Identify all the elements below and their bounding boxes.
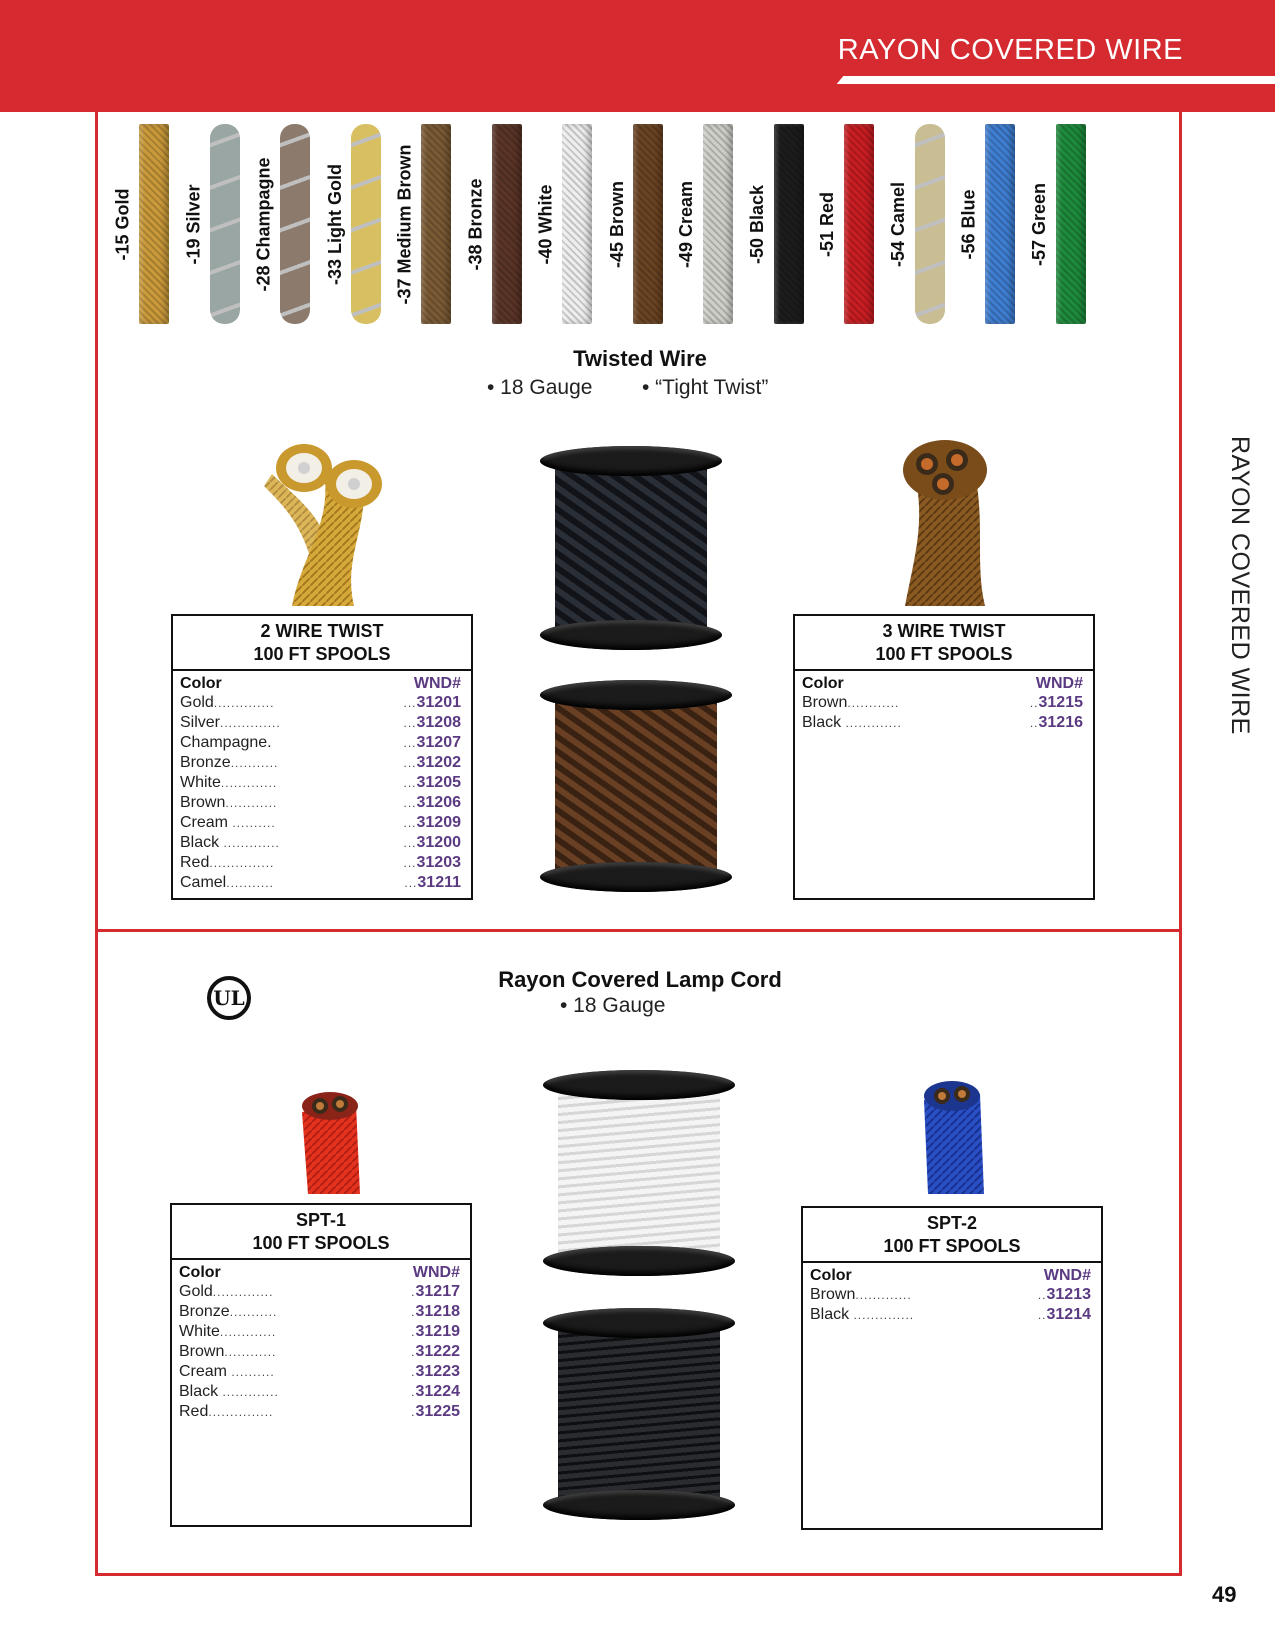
table-row bbox=[795, 693, 1093, 713]
row-color-cell bbox=[180, 693, 274, 713]
column-wnd: WND# bbox=[412, 1264, 460, 1281]
row-wnd-cell bbox=[403, 793, 461, 813]
row-wnd-cell bbox=[1030, 693, 1083, 713]
row-wnd-cell bbox=[403, 833, 461, 853]
row-color-name: Bronze bbox=[180, 754, 231, 771]
wire-color-swatch bbox=[492, 124, 522, 324]
wire-color-swatch bbox=[633, 124, 663, 324]
twisted-wire-title: Twisted Wire bbox=[573, 346, 707, 371]
row-wnd-number: 31208 bbox=[416, 714, 461, 731]
wire-color-swatch bbox=[774, 124, 804, 324]
two-wire-twist-table bbox=[171, 614, 473, 900]
row-leader-dots: ............ bbox=[847, 696, 900, 710]
spt1-column-headers bbox=[172, 1260, 470, 1282]
row-wnd-number: 31222 bbox=[415, 1343, 460, 1360]
row-color-cell bbox=[180, 873, 274, 893]
swatch-label-text: -28 Champagne bbox=[253, 156, 274, 292]
row-leader-dots: ............. bbox=[220, 776, 278, 790]
column-color: Color bbox=[802, 675, 844, 692]
row-leader-dots: ............. bbox=[219, 1325, 277, 1339]
row-wnd-leader: ... bbox=[403, 836, 417, 850]
row-color-cell bbox=[180, 733, 272, 753]
swatch-label-text: -57 Green bbox=[1029, 182, 1050, 266]
row-wnd-leader: . bbox=[411, 1325, 416, 1339]
swatch-label bbox=[746, 124, 770, 324]
row-wnd-cell bbox=[411, 1342, 460, 1362]
row-wnd-cell bbox=[403, 773, 461, 793]
wire-color-swatch bbox=[210, 124, 240, 324]
swatch-label-text: -40 White bbox=[535, 183, 556, 265]
row-color-name: Brown bbox=[180, 794, 226, 811]
row-wnd-cell bbox=[411, 1302, 460, 1322]
row-wnd-number: 31206 bbox=[416, 794, 461, 811]
row-wnd-cell bbox=[411, 1402, 460, 1422]
table-row bbox=[173, 853, 471, 873]
row-color-name: Brown bbox=[802, 694, 848, 711]
two-wire-twist-rows bbox=[173, 693, 471, 893]
row-color-name: Red bbox=[180, 854, 210, 871]
row-wnd-number: 31211 bbox=[417, 874, 461, 891]
spt2-table bbox=[801, 1206, 1103, 1530]
row-wnd-number: 31217 bbox=[415, 1283, 460, 1300]
spt2-spool-size: 100 FT SPOOLS bbox=[883, 1236, 1021, 1256]
row-color-name: Black bbox=[179, 1383, 219, 1400]
three-wire-twist-table bbox=[793, 614, 1095, 900]
row-color-name: Gold bbox=[180, 694, 214, 711]
row-wnd-leader: .. bbox=[1037, 1308, 1047, 1322]
table-row bbox=[173, 773, 471, 793]
row-wnd-number: 31215 bbox=[1038, 694, 1083, 711]
row-color-cell bbox=[179, 1282, 273, 1302]
row-wnd-leader: ... bbox=[403, 716, 417, 730]
table-row bbox=[172, 1362, 470, 1382]
black-lamp-cord-spool-image bbox=[543, 1308, 735, 1520]
row-wnd-cell bbox=[411, 1322, 460, 1342]
row-wnd-number: 31218 bbox=[415, 1303, 460, 1320]
header-stripe bbox=[837, 76, 1275, 84]
wire-color-swatch bbox=[985, 124, 1015, 324]
wire-color-swatch bbox=[844, 124, 874, 324]
swatch-label bbox=[252, 124, 276, 324]
column-wnd: WND# bbox=[413, 675, 461, 692]
wire-color-swatch bbox=[280, 124, 310, 324]
column-wnd: WND# bbox=[1035, 675, 1083, 692]
table-row bbox=[172, 1402, 470, 1422]
three-wire-twist-rows bbox=[795, 693, 1093, 733]
table-row bbox=[803, 1285, 1101, 1305]
row-color-name: Silver bbox=[180, 714, 221, 731]
spt2-column-headers bbox=[803, 1263, 1101, 1285]
row-leader-dots: ............ bbox=[225, 796, 278, 810]
white-lamp-cord-spool-image bbox=[543, 1070, 735, 1276]
lamp-cord-title: Rayon Covered Lamp Cord bbox=[498, 967, 782, 992]
row-wnd-leader: ... bbox=[403, 796, 417, 810]
swatch-label bbox=[111, 124, 135, 324]
table-row bbox=[172, 1282, 470, 1302]
row-wnd-cell bbox=[404, 873, 461, 893]
row-wnd-number: 31214 bbox=[1046, 1306, 1091, 1323]
table-row bbox=[173, 713, 471, 733]
row-wnd-number: 31200 bbox=[416, 834, 461, 851]
row-wnd-number: 31209 bbox=[416, 814, 461, 831]
row-leader-dots: .............. bbox=[213, 696, 275, 710]
spt1-title: SPT-1 bbox=[295, 1210, 347, 1230]
twisted-wire-bullet-gauge: • 18 Gauge bbox=[487, 376, 593, 399]
row-wnd-leader: . bbox=[411, 1385, 416, 1399]
swatch-label-text: -54 Camel bbox=[888, 181, 909, 267]
row-wnd-leader: . bbox=[411, 1285, 416, 1299]
three-wire-twist-header bbox=[795, 616, 1093, 671]
row-wnd-cell bbox=[403, 853, 461, 873]
side-label: RAYON COVERED WIRE bbox=[1226, 436, 1254, 735]
row-wnd-leader: ... bbox=[404, 876, 418, 890]
row-leader-dots: .............. bbox=[220, 716, 281, 730]
swatch-label bbox=[675, 124, 699, 324]
swatch-label bbox=[816, 124, 840, 324]
row-wnd-leader: . bbox=[411, 1345, 416, 1359]
swatch-label bbox=[1028, 124, 1052, 324]
blue-spt2-cable-image bbox=[918, 1070, 988, 1194]
table-row bbox=[173, 813, 471, 833]
table-row bbox=[795, 713, 1093, 733]
row-color-name: White bbox=[179, 1323, 220, 1340]
row-wnd-cell bbox=[403, 753, 461, 773]
row-color-cell bbox=[179, 1382, 279, 1402]
row-color-name: Bronze bbox=[179, 1303, 230, 1320]
row-wnd-leader: . bbox=[411, 1365, 416, 1379]
row-color-name: Black bbox=[802, 714, 842, 731]
swatch-label-text: -45 Brown bbox=[606, 180, 627, 268]
swatch-label bbox=[393, 124, 417, 324]
row-color-cell bbox=[180, 773, 277, 793]
swatch-label-text: -15 Gold bbox=[112, 187, 133, 261]
two-wire-twist-title: 2 WIRE TWIST bbox=[260, 621, 384, 641]
swatch-label-text: -51 Red bbox=[817, 191, 838, 257]
row-wnd-cell bbox=[403, 713, 461, 733]
brown-twisted-spool-image bbox=[540, 680, 732, 892]
lamp-cord-bullet-gauge: • 18 Gauge bbox=[560, 994, 666, 1017]
table-row bbox=[173, 873, 471, 893]
row-wnd-cell bbox=[411, 1282, 460, 1302]
swatch-label bbox=[323, 124, 347, 324]
row-color-cell bbox=[179, 1322, 276, 1342]
row-wnd-leader: ... bbox=[403, 696, 417, 710]
row-color-cell bbox=[180, 713, 281, 733]
wire-color-swatch bbox=[421, 124, 451, 324]
ul-listed-mark: UL bbox=[207, 976, 251, 1020]
row-leader-dots: ............. bbox=[219, 836, 280, 850]
swatch-label-text: -33 Light Gold bbox=[324, 163, 345, 285]
gold-2-wire-cable-image bbox=[262, 434, 392, 606]
swatch-label bbox=[464, 124, 488, 324]
spt1-spool-size: 100 FT SPOOLS bbox=[252, 1233, 390, 1253]
three-wire-twist-column-headers bbox=[795, 671, 1093, 693]
swatch-label-text: -19 Silver bbox=[183, 183, 204, 265]
row-wnd-number: 31213 bbox=[1046, 1286, 1091, 1303]
wire-color-swatch bbox=[139, 124, 169, 324]
row-wnd-leader: .. bbox=[1029, 716, 1039, 730]
row-wnd-leader: . bbox=[411, 1405, 416, 1419]
spt1-header bbox=[172, 1205, 470, 1260]
spt2-title: SPT-2 bbox=[926, 1213, 978, 1233]
row-wnd-leader: ... bbox=[403, 856, 417, 870]
row-wnd-number: 31216 bbox=[1038, 714, 1083, 731]
row-color-cell bbox=[179, 1362, 275, 1382]
two-wire-twist-column-headers bbox=[173, 671, 471, 693]
row-color-cell bbox=[180, 813, 276, 833]
column-color: Color bbox=[179, 1264, 221, 1281]
table-row bbox=[172, 1322, 470, 1342]
row-leader-dots: ............... bbox=[209, 856, 275, 870]
table-row bbox=[173, 793, 471, 813]
row-wnd-leader: ... bbox=[403, 756, 417, 770]
row-color-name: Black bbox=[180, 834, 220, 851]
row-wnd-leader: .. bbox=[1037, 1288, 1047, 1302]
row-wnd-cell bbox=[403, 733, 461, 753]
row-color-cell bbox=[810, 1285, 912, 1305]
row-color-cell bbox=[180, 833, 280, 853]
column-wnd: WND# bbox=[1043, 1267, 1091, 1284]
column-color: Color bbox=[810, 1267, 852, 1284]
twisted-wire-bullet-twist: • “Tight Twist” bbox=[642, 376, 769, 399]
brown-3-wire-cable-image bbox=[885, 434, 1005, 606]
table-row bbox=[172, 1342, 470, 1362]
two-wire-twist-spool-size: 100 FT SPOOLS bbox=[253, 644, 391, 664]
swatch-label-text: -37 Medium Brown bbox=[394, 143, 415, 305]
row-leader-dots: .......... bbox=[228, 816, 276, 830]
row-color-cell bbox=[179, 1302, 277, 1322]
row-color-name: Red bbox=[179, 1403, 209, 1420]
swatch-label bbox=[957, 124, 981, 324]
three-wire-twist-spool-size: 100 FT SPOOLS bbox=[875, 644, 1013, 664]
row-leader-dots: .......... bbox=[227, 1365, 275, 1379]
table-row bbox=[173, 753, 471, 773]
row-wnd-number: 31201 bbox=[416, 694, 461, 711]
row-leader-dots: ........... bbox=[230, 756, 279, 770]
three-wire-twist-title: 3 WIRE TWIST bbox=[882, 621, 1006, 641]
row-color-name: Black bbox=[810, 1306, 850, 1323]
row-leader-dots: ........... bbox=[226, 876, 274, 890]
row-wnd-cell bbox=[411, 1362, 460, 1382]
red-spt1-cable-image bbox=[296, 1082, 366, 1194]
swatch-label-text: -56 Blue bbox=[958, 188, 979, 260]
row-leader-dots: ........... bbox=[229, 1305, 278, 1319]
row-leader-dots: ............... bbox=[208, 1405, 274, 1419]
row-leader-dots: ............. bbox=[855, 1288, 912, 1302]
swatch-label bbox=[605, 124, 629, 324]
row-wnd-leader: ... bbox=[403, 776, 417, 790]
table-row bbox=[173, 733, 471, 753]
spt2-rows bbox=[803, 1285, 1101, 1325]
spt1-table bbox=[170, 1203, 472, 1527]
row-wnd-number: 31202 bbox=[416, 754, 461, 771]
table-row bbox=[173, 693, 471, 713]
row-color-cell bbox=[180, 793, 277, 813]
row-wnd-number: 31207 bbox=[416, 734, 461, 751]
black-twisted-spool-image bbox=[540, 446, 722, 650]
row-color-name: Brown bbox=[810, 1286, 856, 1303]
row-wnd-cell bbox=[411, 1382, 460, 1402]
table-row bbox=[172, 1382, 470, 1402]
row-color-name: Gold bbox=[179, 1283, 213, 1300]
row-color-name: Cream bbox=[179, 1363, 228, 1380]
row-leader-dots: ............ bbox=[224, 1345, 277, 1359]
row-wnd-number: 31225 bbox=[415, 1403, 460, 1420]
row-wnd-cell bbox=[403, 693, 461, 713]
row-color-name: Champagne. bbox=[180, 734, 272, 751]
swatch-label-text: -50 Black bbox=[747, 184, 768, 264]
row-color-name: Cream bbox=[180, 814, 229, 831]
spt1-rows bbox=[172, 1282, 470, 1422]
row-color-cell bbox=[180, 753, 278, 773]
row-leader-dots: ............. bbox=[841, 716, 902, 730]
row-wnd-number: 31203 bbox=[416, 854, 461, 871]
row-color-cell bbox=[802, 713, 902, 733]
row-color-name: White bbox=[180, 774, 221, 791]
wire-color-swatch bbox=[915, 124, 945, 324]
table-row bbox=[173, 833, 471, 853]
wire-color-swatch bbox=[1056, 124, 1086, 324]
row-wnd-cell bbox=[1038, 1305, 1091, 1325]
table-row bbox=[172, 1302, 470, 1322]
table-row bbox=[803, 1305, 1101, 1325]
row-leader-dots: .............. bbox=[212, 1285, 274, 1299]
column-color: Color bbox=[180, 675, 222, 692]
wire-color-swatch bbox=[562, 124, 592, 324]
row-leader-dots: ............. bbox=[218, 1385, 279, 1399]
wire-color-swatch bbox=[703, 124, 733, 324]
row-wnd-number: 31205 bbox=[416, 774, 461, 791]
row-wnd-number: 31219 bbox=[415, 1323, 460, 1340]
row-color-cell bbox=[180, 853, 274, 873]
swatch-label-text: -38 Bronze bbox=[465, 177, 486, 271]
row-wnd-number: 31223 bbox=[415, 1363, 460, 1380]
page-title: RAYON COVERED WIRE bbox=[837, 34, 1183, 66]
spt2-header bbox=[803, 1208, 1101, 1263]
row-color-cell bbox=[802, 693, 899, 713]
swatch-label bbox=[182, 124, 206, 324]
row-color-name: Brown bbox=[179, 1343, 225, 1360]
row-wnd-cell bbox=[1030, 713, 1083, 733]
row-wnd-cell bbox=[403, 813, 461, 833]
swatch-label-text: -49 Cream bbox=[676, 180, 697, 268]
row-leader-dots: .............. bbox=[849, 1308, 915, 1322]
wire-color-swatch bbox=[351, 124, 381, 324]
swatch-label bbox=[534, 124, 558, 324]
row-color-cell bbox=[179, 1402, 273, 1422]
row-color-name: Camel bbox=[180, 874, 227, 891]
swatch-label bbox=[887, 124, 911, 324]
row-wnd-cell bbox=[1038, 1285, 1091, 1305]
row-wnd-leader: ... bbox=[403, 816, 417, 830]
row-wnd-number: 31224 bbox=[415, 1383, 460, 1400]
two-wire-twist-header bbox=[173, 616, 471, 671]
row-color-cell bbox=[179, 1342, 276, 1362]
row-wnd-leader: ... bbox=[403, 736, 417, 750]
page-number: 49 bbox=[1212, 1582, 1237, 1607]
row-wnd-leader: . bbox=[411, 1305, 416, 1319]
row-color-cell bbox=[810, 1305, 914, 1325]
row-wnd-leader: .. bbox=[1029, 696, 1039, 710]
